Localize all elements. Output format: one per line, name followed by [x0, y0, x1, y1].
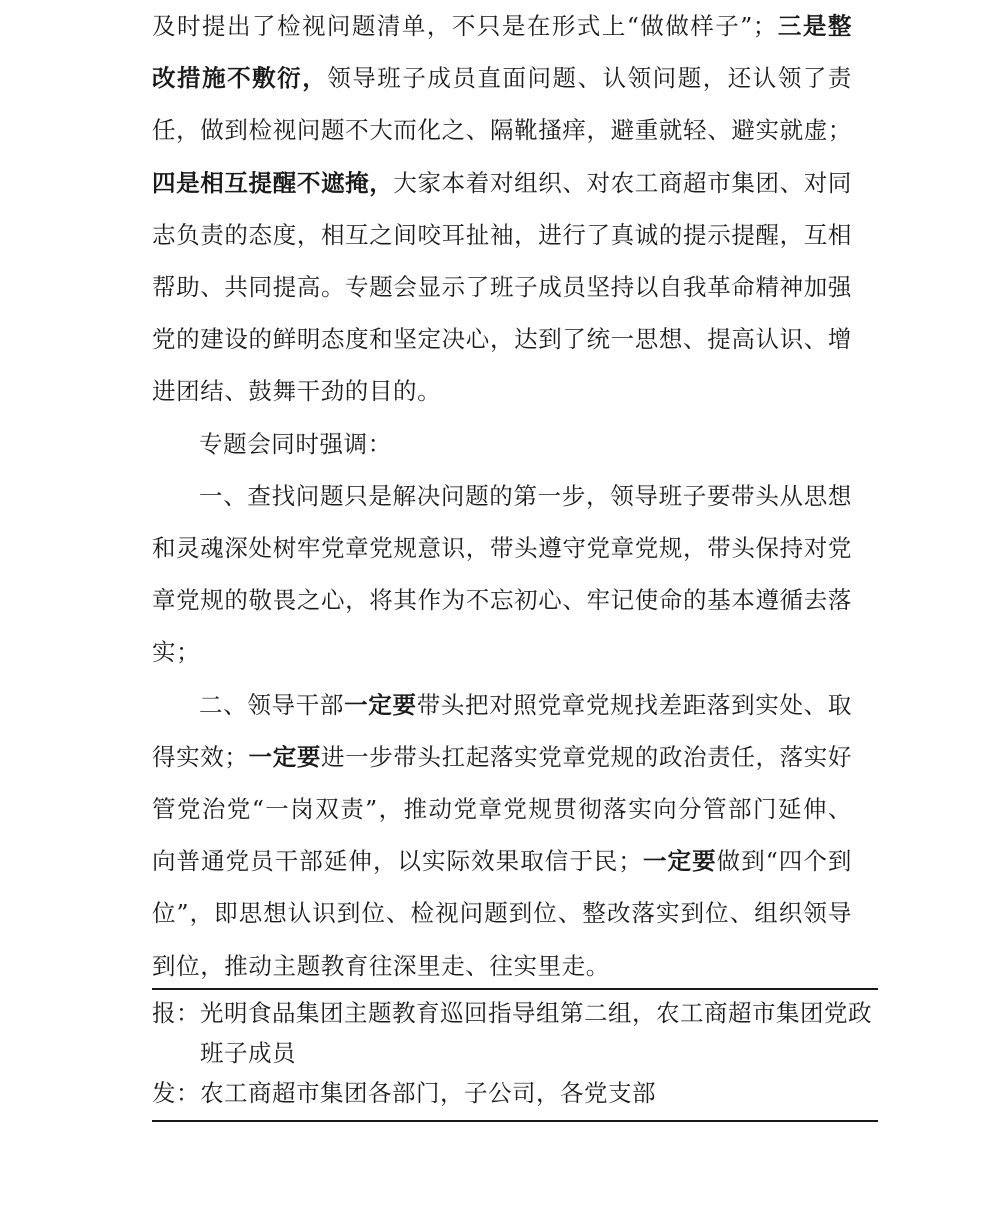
document-body [152, 0, 852, 992]
report-label: 报： [152, 999, 200, 1027]
paragraph-point-two [152, 679, 852, 992]
bold-must: 一定要 [248, 742, 321, 771]
report-to-row [152, 993, 878, 1073]
paragraph-text: 二、领导干部 [199, 690, 345, 719]
footer-bottom-divider [152, 1120, 878, 1122]
bold-point-three: 三是整改措施不敷衍， [152, 12, 852, 93]
send-recipients: 农工商超市集团各部门，子公司，各党支部 [200, 1079, 656, 1107]
paragraph-text: 大家本着对组织、对农工商超市集团、对同志负责的态度，相互之间咬耳扯袖，进行了真诚的提示提醒，互相帮助、共同提高。专题会显示了班子成员坚持以自我革命精神加强党的建设的鲜明态度和坚定决心，达到了统一思想、提高认识、增进团结、鼓舞干劲的目的。 [152, 168, 852, 406]
bold-must: 一定要 [642, 847, 717, 876]
report-recipients: 光明食品集团主题教育巡回指导组第二组，农工商超市集团党政班子成员 [200, 999, 872, 1067]
distribution-footer [152, 993, 878, 1113]
send-to-row [152, 1073, 878, 1113]
paragraph-point-one: 一、查找问题只是解决问题的第一步，领导班子要带头从思想和灵魂深处树牢党章党规意识，带头遵守党章党规，带头保持对党章党规的敬畏之心，将其作为不忘初心、牢记使命的基本遵循去落实； [152, 481, 852, 667]
footer-top-divider [152, 988, 878, 990]
paragraph-text: 进一步带头扛起落实党章党规的政治责任，落实好管党治党“一岗双责”，推动党章党规贯彻落实向分管部门延伸、向普通党员干部延伸，以实际效果取信于民； [152, 742, 852, 876]
paragraph-text: 领导班子成员直面问题、认领问题，还认领了责任，做到检视问题不大而化之、隔靴搔痒，避重就轻、避实就虚； [152, 64, 852, 145]
paragraph-emphasis-intro: 专题会同时强调： [199, 429, 392, 458]
paragraph-text: 及时提出了检视问题清单，不只是在形式上“做做样子”； [152, 12, 778, 40]
bold-point-four: 四是相互提醒不遮掩， [152, 168, 394, 197]
paragraph-summary [152, 0, 852, 418]
paragraph-text: 带头把对照党章党规找差距落到实处、取得实效； [152, 690, 852, 771]
send-label: 发： [152, 1079, 200, 1107]
bold-must: 一定要 [344, 690, 417, 719]
paragraph-text: 做到“四个到位”，即思想认识到位、检视问题到位、整改落实到位、组织领导到位，推动主题教育往深里走、往实里走。 [152, 847, 852, 980]
